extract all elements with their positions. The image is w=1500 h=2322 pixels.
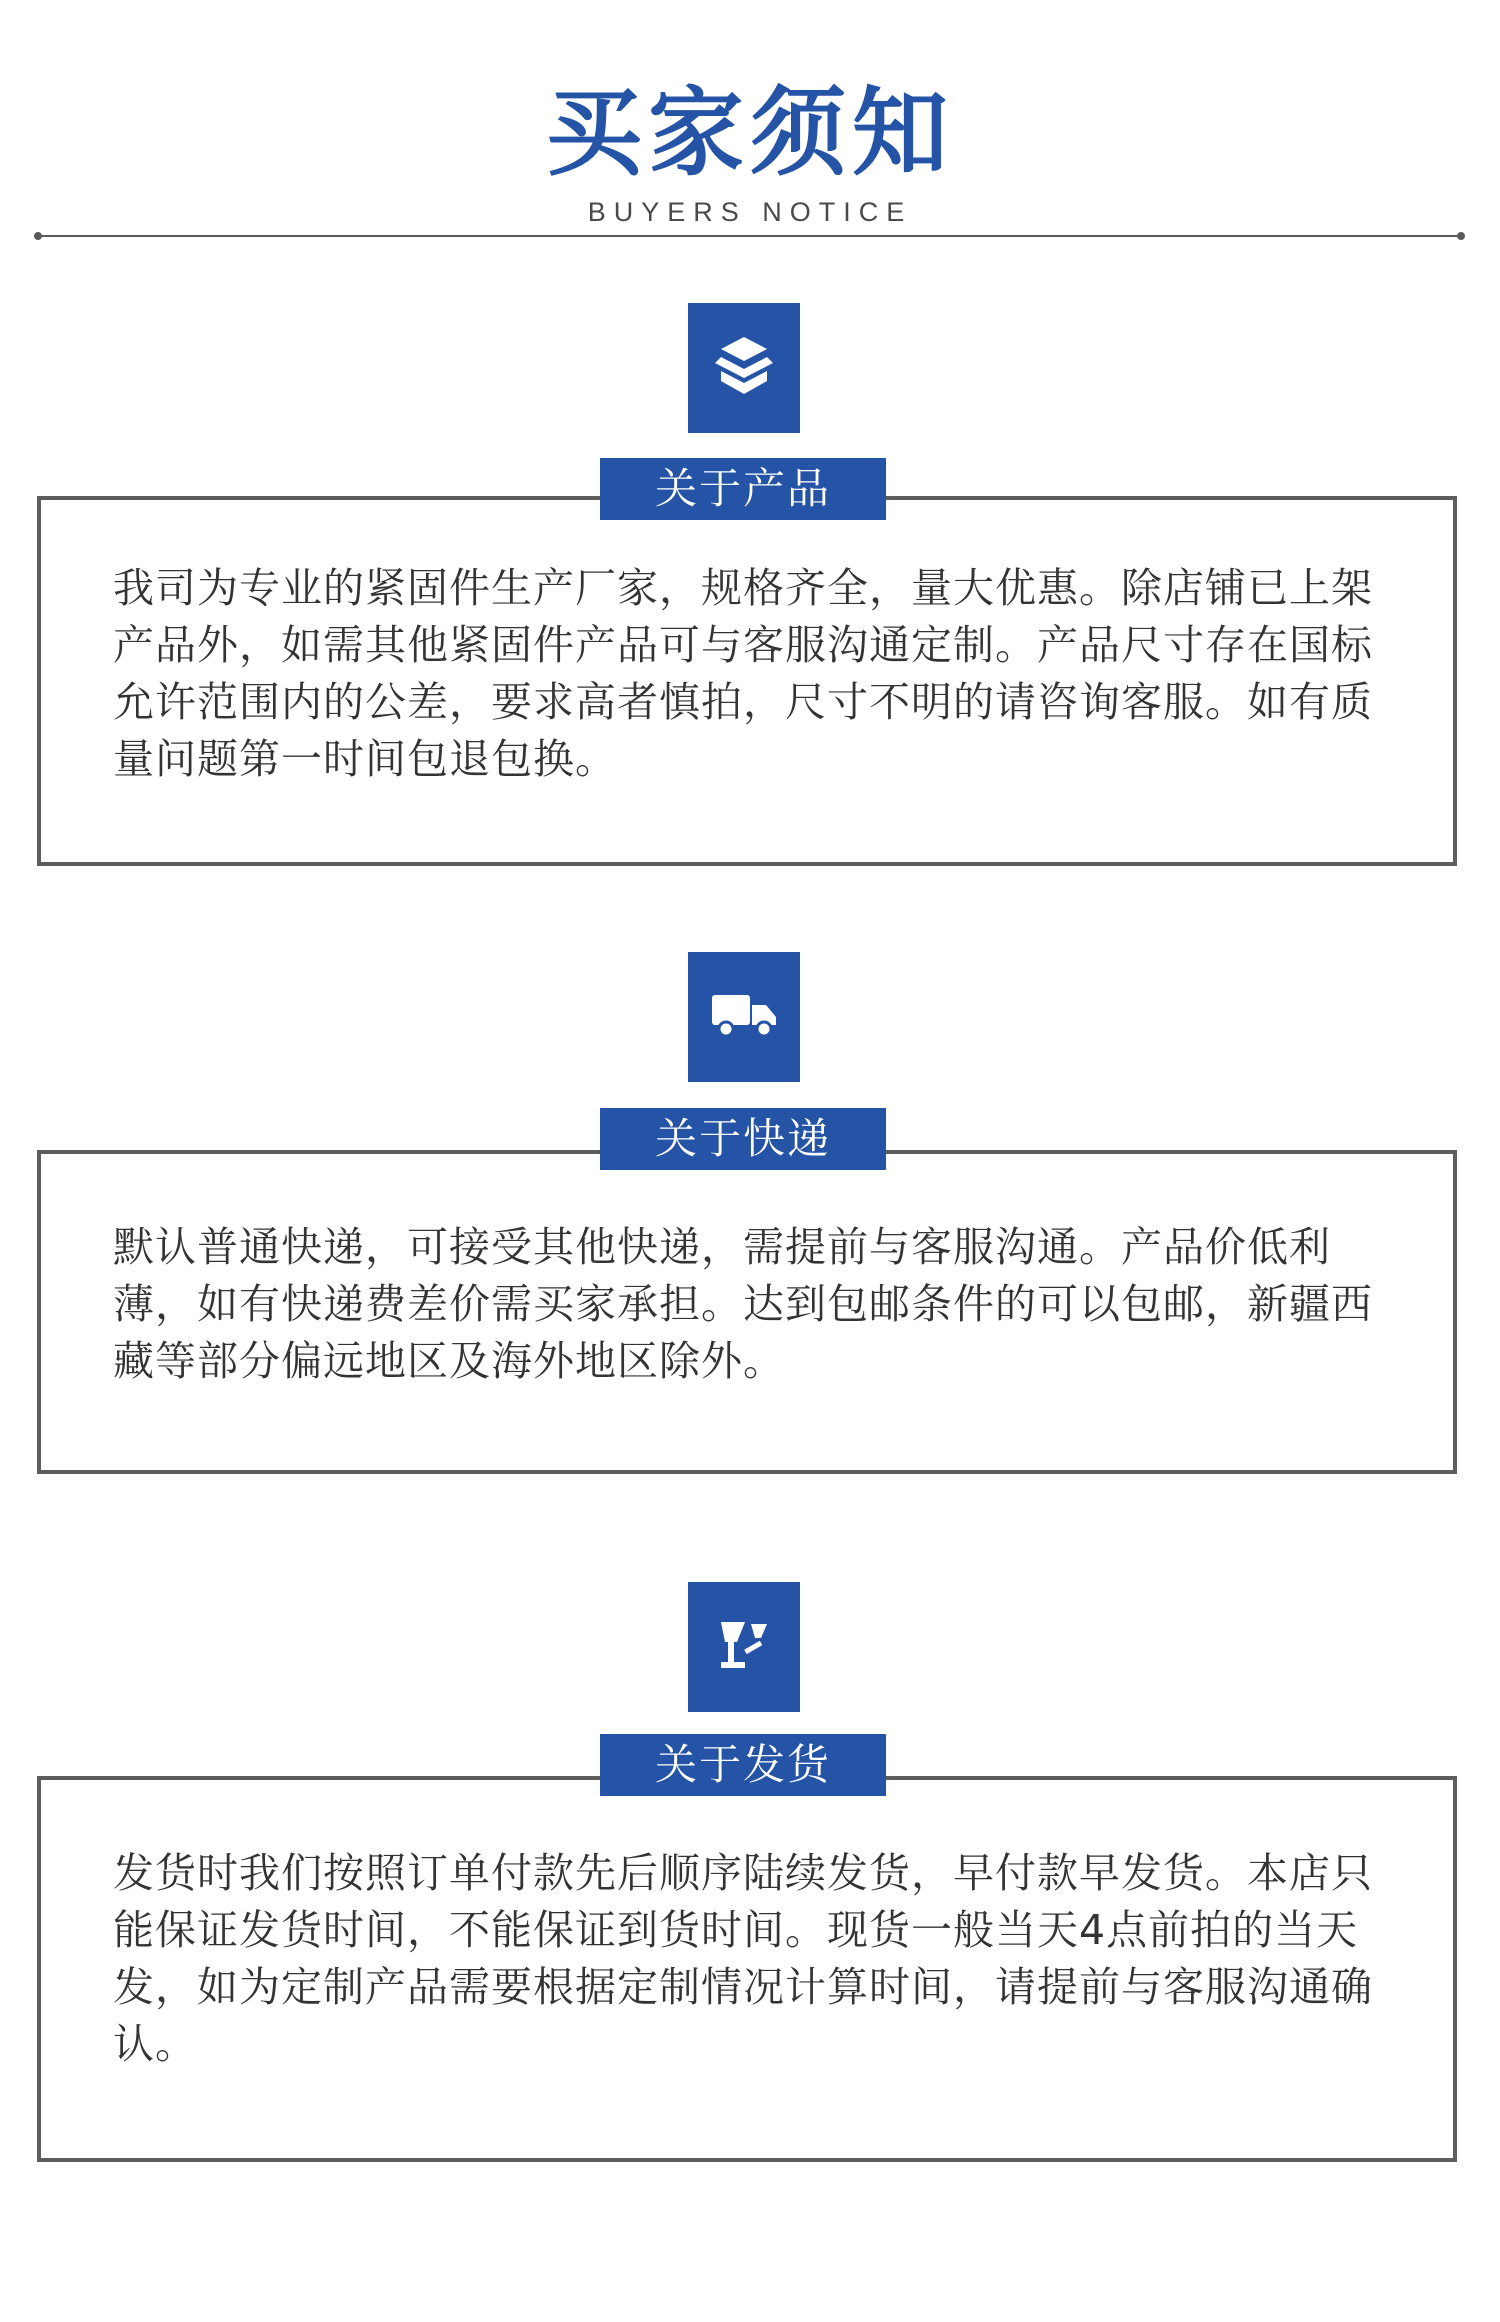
shipping-icon <box>711 1612 777 1682</box>
express-section-icon-tile <box>688 952 800 1082</box>
express-notice-box <box>37 1150 1457 1474</box>
product-section-icon-tile <box>688 303 800 433</box>
shipping-section-label: 关于发货 <box>600 1734 886 1796</box>
divider-dot-right <box>1457 232 1465 240</box>
shipping-notice-text: 发货时我们按照订单付款先后顺序陆续发货，早付款早发货。本店只能保证发货时间，不能保证到货时间。现货一般当天4点前拍的当天发，如为定制产品需要根据定制情况计算时间，请提前与客服沟通确认。 <box>113 1849 1373 2068</box>
page-subtitle: BUYERS NOTICE <box>587 197 913 227</box>
product-notice-text: 我司为专业的紧固件生产厂家，规格齐全，量大优惠。除店铺已上架产品外，如需其他紧固件产品可与客服沟通定制。产品尺寸存在国标允许范围内的公差，要求高者慎拍，尺寸不明的请咨询客服。如有质量问题第一时间包退包换。 <box>113 564 1373 783</box>
divider-dot-left <box>34 232 42 240</box>
product-notice-box <box>37 496 1457 866</box>
product-section-label: 关于产品 <box>600 458 886 520</box>
header-divider <box>38 235 1461 237</box>
page-title: 买家须知 <box>546 77 954 189</box>
truck-icon <box>708 987 780 1047</box>
shipping-notice-box <box>37 1776 1457 2162</box>
express-section-label: 关于快递 <box>600 1108 886 1170</box>
shipping-section-icon-tile <box>688 1582 800 1712</box>
box-icon <box>709 331 779 405</box>
express-notice-text: 默认普通快递，可接受其他快递，需提前与客服沟通。产品价低利薄，如有快递费差价需买家承担。达到包邮条件的可以包邮，新疆西藏等部分偏远地区及海外地区除外。 <box>113 1223 1373 1385</box>
